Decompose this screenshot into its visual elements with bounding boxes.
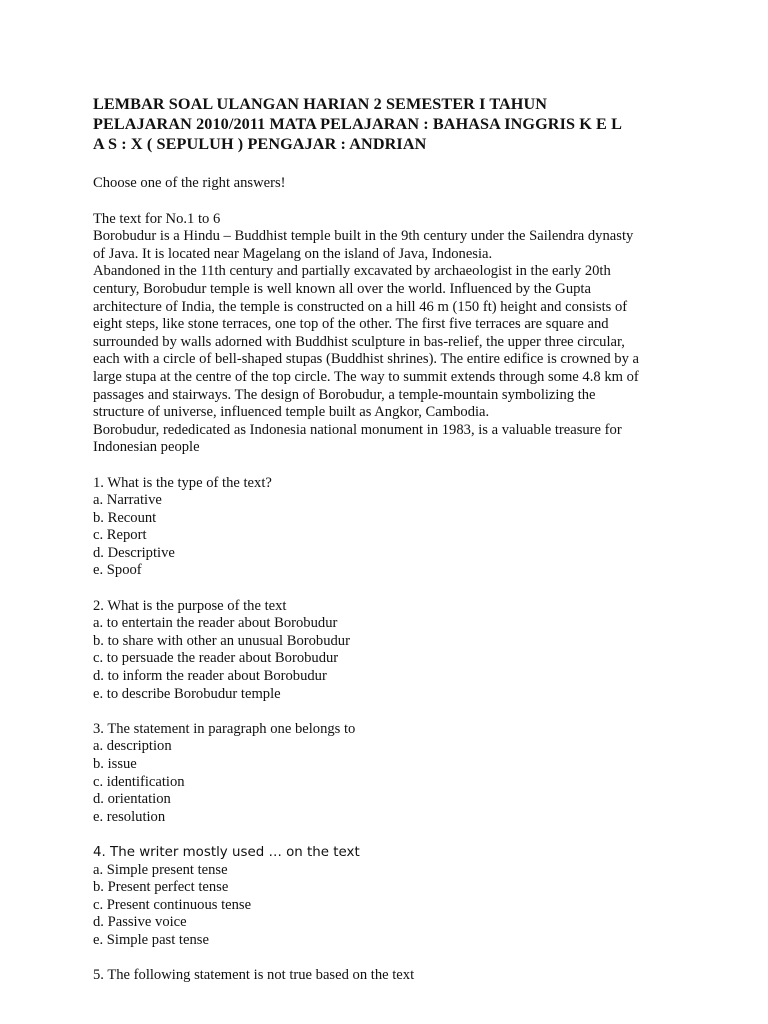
question-stem: 5. The following statement is not true based on the text	[93, 967, 415, 984]
question-2	[93, 598, 693, 704]
passage-line: large stupa at the centre of the top circle. The way to summit extends through some 4.8 km of	[93, 368, 639, 385]
question-stem: 3. The statement in paragraph one belongs to	[93, 720, 356, 737]
question-stem: 2. What is the purpose of the text	[93, 597, 287, 614]
answer-option: b. to share with other an unusual Borobudur	[93, 632, 350, 649]
passage-line: century, Borobudur temple is well known all over the world. Influenced by the Gupta	[93, 280, 591, 297]
title-line: LEMBAR SOAL ULANGAN HARIAN 2 SEMESTER I TAHUN	[93, 95, 548, 113]
passage-line: structure of universe, influenced temple built as Angkor, Cambodia.	[93, 404, 490, 421]
question-stem: 1. What is the type of the text?	[93, 474, 272, 491]
answer-option: e. to describe Borobudur temple	[93, 685, 281, 702]
answer-option: c. Present continuous tense	[93, 896, 252, 913]
answer-option: e. Spoof	[93, 562, 142, 579]
question-5	[93, 967, 693, 985]
answer-option: a. Simple present tense	[93, 861, 228, 878]
answer-option: d. to inform the reader about Borobudur	[93, 668, 327, 685]
passage-line: passages and stairways. The design of Borobudur, a temple-mountain symbolizing the	[93, 386, 596, 403]
passage-line: Borobudur is a Hindu – Buddhist temple built in the 9th century under the Sailendra dynasty	[93, 228, 634, 245]
answer-option: c. identification	[93, 773, 185, 790]
passage-line: surrounded by walls adorned with Buddhist sculpture in bas-relief, the upper three circular,	[93, 333, 625, 350]
answer-option: b. Present perfect tense	[93, 879, 229, 896]
answer-option: b. Recount	[93, 509, 157, 526]
answer-option: c. to persuade the reader about Borobudur	[93, 650, 339, 667]
passage-intro: The text for No.1 to 6	[93, 210, 221, 227]
answer-option: a. description	[93, 738, 172, 755]
answer-option: a. Narrative	[93, 492, 162, 509]
passage-line: of Java. It is located near Magelang on the island of Java, Indonesia.	[93, 245, 493, 262]
passage-line: Abandoned in the 11th century and partially excavated by archaeologist in the early 20th	[93, 263, 611, 280]
passage-line: each with a circle of bell-shaped stupas (Buddhist shrines). The entire edifice is crowned by a	[93, 351, 640, 368]
answer-option: d. Passive voice	[93, 914, 187, 931]
passage-line: eight steps, like stone terraces, one top of the other. The first five terraces are square and	[93, 316, 609, 333]
passage-line: Indonesian people	[93, 439, 200, 456]
answer-option: a. to entertain the reader about Borobudur	[93, 615, 338, 632]
question-4	[93, 844, 693, 950]
passage-line: architecture of India, the temple is constructed on a hill 46 m (150 ft) height and consists of	[93, 298, 628, 315]
title-line: PELAJARAN 2010/2011 MATA PELAJARAN : BAHASA INGGRIS K E L	[93, 115, 622, 133]
passage-line: Borobudur, rededicated as Indonesia national monument in 1983, is a valuable treasure for	[93, 421, 622, 438]
document-title	[93, 94, 693, 154]
answer-option: e. Simple past tense	[93, 931, 209, 948]
reading-passage	[93, 228, 693, 457]
question-1	[93, 475, 693, 581]
question-3	[93, 721, 693, 827]
answer-option: c. Report	[93, 527, 147, 544]
instruction-text: Choose one of the right answers!	[93, 175, 286, 191]
title-line: A S : X ( SEPULUH ) PENGAJAR : ANDRIAN	[93, 135, 427, 153]
answer-option: e. resolution	[93, 808, 166, 825]
answer-option: d. Descriptive	[93, 544, 175, 561]
question-stem: 4. The writer mostly used … on the text	[93, 844, 360, 860]
answer-option: d. orientation	[93, 791, 171, 808]
answer-option: b. issue	[93, 756, 137, 772]
document-page	[93, 94, 693, 985]
